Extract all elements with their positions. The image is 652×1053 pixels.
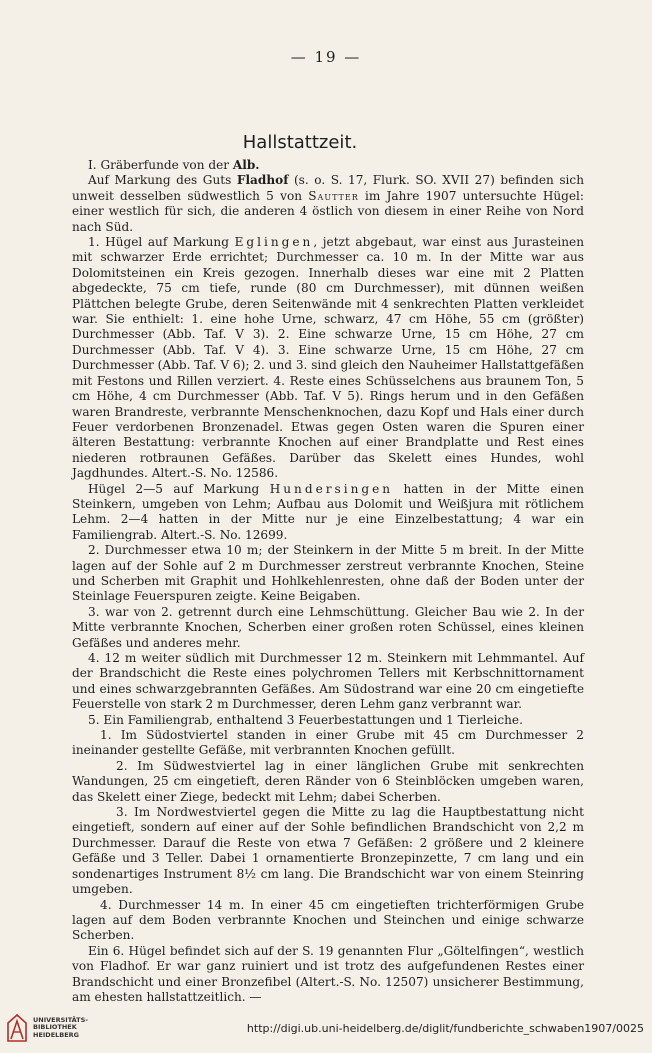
author-name: Sautter <box>308 188 359 203</box>
paragraph <box>72 482 584 544</box>
paragraph: 3. Im Nordwestviertel gegen die Mitte zu lag die Hauptbestattung nicht eingetieft, sondern auf einer auf der Sohle befindlichen Brandschicht von 2,2 m Durchmesser. Darauf die Reste von etwa 7 Gefäßen: 2 größere und 2 kleinere Gefäße und 3 Teller. Dabei 1 ornamentierte Bronzepinzette, 7 cm lang und ein sondenartiges Instrument 8½ cm lang. Die Brandschicht war von einem Steinring umgeben. <box>72 805 584 897</box>
paragraph: 2. Durchmesser etwa 10 m; der Steinkern in der Mitte 5 m breit. In der Mitte lagen auf der Sohle auf 2 m Durchmesser zerstreut verbrannte Knochen, Steine und Scherben mit Graphit und Hohlkehlenresten, ohne daß der Boden unter der Steinlage Feuerspuren zeigte. Keine Beigaben. <box>72 543 584 604</box>
text-run: Auf Markung des Guts <box>88 173 237 188</box>
place-name: Hundersingen <box>269 481 394 496</box>
text-run: Hügel 2—5 auf Markung <box>88 481 270 496</box>
paragraph: 4. Durchmesser 14 m. In einer 45 cm eingetieften trichterförmigen Grube lagen auf dem Boden verbrannte Knochen und Steinchen und einige schwarze Scherben. <box>72 897 584 943</box>
logo-line: BIBLIOTHEK <box>33 1023 77 1032</box>
paragraph: 2. Im Südwestviertel lag in einer länglichen Grube mit senkrechten Wandungen, 25 cm eingetieft, deren Ränder von 6 Steinblöcken umgeben waren, das Skelett einer Ziege, bedeckt mit Lehm; dabei Scherben. <box>72 758 584 804</box>
logo-text <box>33 1017 88 1040</box>
text-bold: Alb. <box>232 158 260 172</box>
text-bold: Fladhof <box>236 173 289 188</box>
paragraph: 4. 12 m weiter südlich mit Durchmesser 12 m. Steinkern mit Lehmmantel. Auf der Brandschicht die Reste eines polychromen Tellers mit Kerbschnittornament und eines schwarzgebrannten Gefäßes. Am Südostrand war eine 20 cm eingetiefte Feuerstelle von stark 2 m Durchmesser, deren Lehm ganz verbrannt war. <box>72 651 584 712</box>
footer <box>0 1005 652 1053</box>
section-title: Hallstattzeit. <box>242 132 358 153</box>
place-name: Eglingen <box>234 235 314 250</box>
paragraph <box>72 235 584 482</box>
paragraph: 1. Im Südostviertel standen in einer Grube mit 45 cm Durchmesser 2 ineinander gestellte Gefäße, mit verbrannten Knochen gefüllt. <box>72 728 584 758</box>
page-number: — 19 — <box>290 48 362 66</box>
text-run: im Jahre 1907 untersuchte Hügel: einer westlich für sich, die anderen 4 östlich von diesem in einer Reihe von Nord nach Süd. <box>72 188 584 234</box>
paragraph: 5. Ein Familiengrab, enthaltend 3 Feuerbestattungen und 1 Tierleiche. <box>88 712 523 727</box>
paragraph: 3. war von 2. getrennt durch eine Lehmschüttung. Gleicher Bau wie 2. In der Mitte verbrannte Knochen, Scherben einer großen roten Schüssel, eines kleinen Gefäßes und anderes mehr. <box>72 604 584 650</box>
source-url-link[interactable]: http://digi.ub.uni-heidelberg.de/diglit/fundberichte_schwaben1907/0025 <box>246 1022 644 1035</box>
logo-line: UNIVERSITÄTS- <box>33 1015 88 1024</box>
paragraph <box>72 158 584 173</box>
text-run: (s. o. S. 17, Flurk. SO. XVII 27) befinden sich unweit desselben südwestlich 5 von <box>72 173 584 203</box>
text-run: 1. Hügel auf Markung <box>88 235 235 250</box>
library-seal-icon <box>6 1013 28 1043</box>
logo-line: HEIDELBERG <box>33 1030 80 1039</box>
text-run: hatten in der Mitte einen Steinkern, umgeben von Lehm; Aufbau aus Dolomit und Weißjura mit rötlichem Lehm. 2—4 hatten in der Mitte nur je eine Einzelbestattung; 4 war ein Familiengrab. Altert.-S. No. 12699. <box>72 481 584 542</box>
body-text <box>72 158 584 1005</box>
text-run: , jetzt abgebaut, war einst aus Jurasteinen mit schwarzer Erde errichtet; Durchmesser ca. 10 m. In der Mitte war aus Dolomitsteinen ein Kreis gezogen. Innerhalb dieses war eine mit 2 Platten abgedeckte, 75 cm tiefe, runde (80 cm Durchmesser), mit dünnen weißen Plättchen belegte Grube, deren Seitenwände mit 4 senkrechten Platten verkleidet war. Sie enthielt: 1. eine hohe Urne, schwarz, 47 cm Höhe, 55 cm (größter) Durchmesser (Abb. Taf. V 3). 2. Eine schwarze Urne, 15 cm Höhe, 27 cm Durchmesser (Abb. Taf. V 4). 3. Eine schwarze Urne, 15 cm Höhe, 27 cm Durchmesser (Abb. Taf. V 6); 2. und 3. sind gleich den Nauheimer Hallstattgefäßen mit Festons und Rillen verziert. 4. Reste eines Schüsselchens aus braunem Ton, 5 cm Höhe, 4 cm Durchmesser (Abb. Taf. V 5). Rings herum und in den Gefäßen waren Brandreste, verbrannte Menschenknochen, dazu Kopf und Hals einer durch Feuer verdorbenen Bronzenadel. Etwas gegen Osten waren die Spuren einer älteren Bestattung: verbrannte Knochen auf einer Brandplatte und Rest eines niederen rotbraunen Gefäßes. Darüber das Skelett eines Hundes, wohl Jagdhundes. Altert.-S. No. 12586. <box>72 235 585 481</box>
library-logo <box>6 1013 88 1043</box>
paragraph <box>72 173 584 235</box>
paragraph: Ein 6. Hügel befindet sich auf der S. 19 genannten Flur „Göltelfingen“, westlich von Fladhof. Er war ganz ruiniert und ist trotz des aufgefundenen Restes einer Brandschicht und einer Bronzefibel (Altert.-S. No. 12507) unsicherer Bestimmung, am ehesten hallstattzeitlich. — <box>72 943 584 1004</box>
text-run: I. Gräberfunde von der <box>88 158 233 172</box>
